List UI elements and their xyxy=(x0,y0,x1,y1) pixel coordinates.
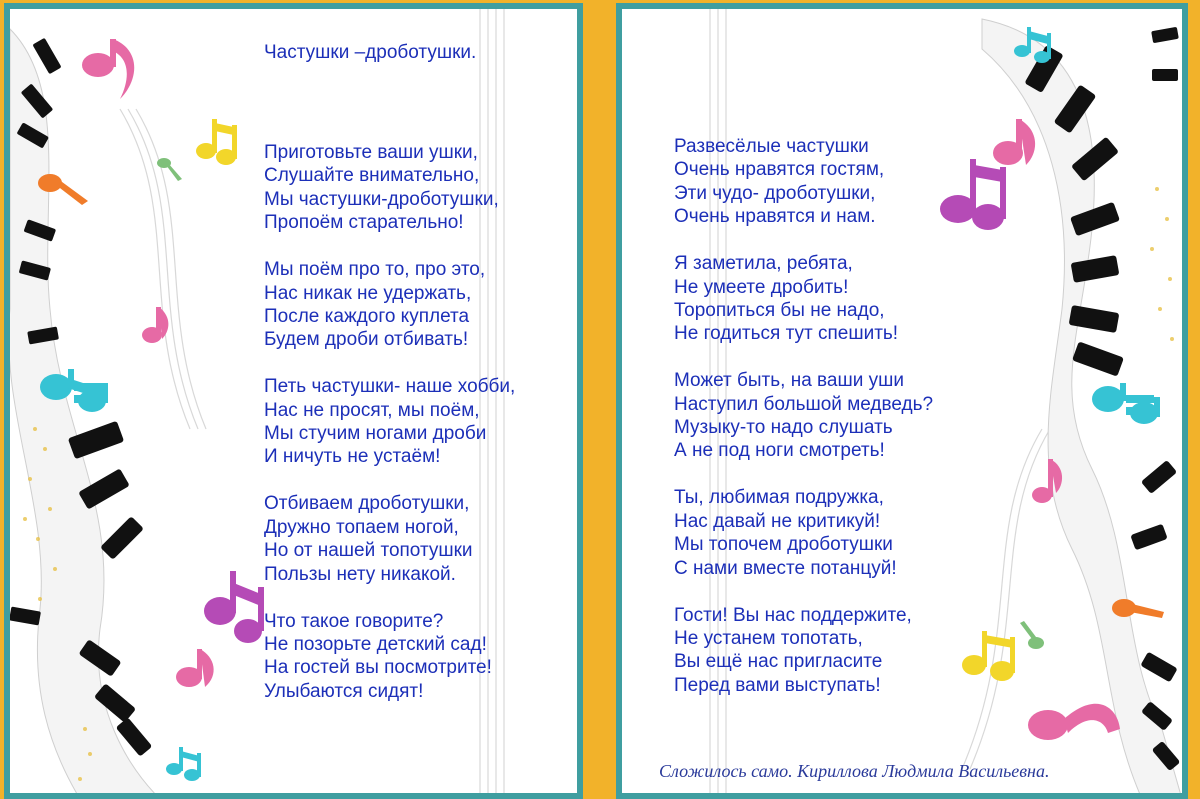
left-stanza-3 xyxy=(264,375,515,469)
poem-line: Мы топочем дроботушки xyxy=(674,534,893,556)
poem-line: Что такое говорите? xyxy=(264,610,444,632)
poem-line: Перед вами выступать! xyxy=(674,674,881,696)
author-signature: Сложилось само. Кириллова Людмила Васильевна. xyxy=(659,761,1050,781)
poem-line: Отбиваем дроботушки, xyxy=(264,493,470,515)
poem-line: Петь частушки- наше хобби, xyxy=(264,376,516,398)
right-stanza-1 xyxy=(674,135,933,229)
left-stanza-4 xyxy=(264,492,515,586)
right-page xyxy=(616,3,1188,799)
poem-line: А не под ноги смотреть! xyxy=(674,440,885,462)
right-stanza-4 xyxy=(674,486,933,580)
poem-line: Мы стучим ногами дроби xyxy=(264,423,487,445)
poem-line: С нами вместе потанцуй! xyxy=(674,557,897,579)
poem-line: Дружно топаем ногой, xyxy=(264,516,459,538)
poem-line: Улыбаются сидят! xyxy=(264,680,424,702)
poem-line: Очень нравятся и нам. xyxy=(674,206,876,228)
poem-line: Гости! Вы нас поддержите, xyxy=(674,604,912,626)
poem-line: Слушайте внимательно, xyxy=(264,165,480,187)
poem-line: Эти чудо- дроботушки, xyxy=(674,182,876,204)
poem-line: Музыку-то надо слушать xyxy=(674,417,893,439)
poem-line: Пользы нету никакой. xyxy=(264,563,456,585)
poem-line: Мы поём про то, про это, xyxy=(264,259,486,281)
poem-line: Не умеете дробить! xyxy=(674,276,849,298)
poem-line: Нас никак не удержать, xyxy=(264,282,472,304)
poem-line: Мы частушки-дроботушки, xyxy=(264,188,499,210)
right-stanza-3 xyxy=(674,369,933,463)
poem-title: Частушки –дроботушки. xyxy=(264,42,477,63)
poem-line: Будем дроби отбивать! xyxy=(264,329,469,351)
poem-line: Ты, любимая подружка, xyxy=(674,487,884,509)
right-stanza-2 xyxy=(674,252,933,346)
poem-line: Очень нравятся гостям, xyxy=(674,159,885,181)
left-stanza-1 xyxy=(264,141,515,235)
poem-line: Но от нашей топотушки xyxy=(264,540,473,562)
poem-line: Пропоём старательно! xyxy=(264,212,464,234)
poem-line: Не позорьте детский сад! xyxy=(264,633,487,655)
left-poem xyxy=(264,141,515,727)
poem-line: Наступил большой медведь? xyxy=(674,393,934,415)
left-sheet xyxy=(10,9,577,793)
left-stanza-2 xyxy=(264,258,515,352)
right-stanza-5 xyxy=(674,604,933,698)
poem-line: На гостей вы посмотрите! xyxy=(264,657,492,679)
poem-line: Я заметила, ребята, xyxy=(674,253,853,275)
left-page xyxy=(4,3,583,799)
poem-line: Не годиться тут спешить! xyxy=(674,323,899,345)
poem-line: После каждого куплета xyxy=(264,305,470,327)
poem-line: Не устанем топотать, xyxy=(674,627,863,649)
poem-line: Вы ещё нас пригласите xyxy=(674,651,883,673)
poem-line: Приготовьте ваши ушки, xyxy=(264,142,478,163)
poem-line: Может быть, на ваши уши xyxy=(674,370,904,392)
right-sheet xyxy=(622,9,1182,793)
right-poem xyxy=(674,135,933,721)
poem-line: Развесёлые частушки xyxy=(674,136,869,157)
poem-line: Нас давай не критикуй! xyxy=(674,510,881,532)
poem-line: И ничуть не устаём! xyxy=(264,446,441,468)
left-stanza-5 xyxy=(264,610,515,704)
poem-line: Нас не просят, мы поём, xyxy=(264,399,480,421)
poem-line: Торопиться бы не надо, xyxy=(674,299,885,321)
